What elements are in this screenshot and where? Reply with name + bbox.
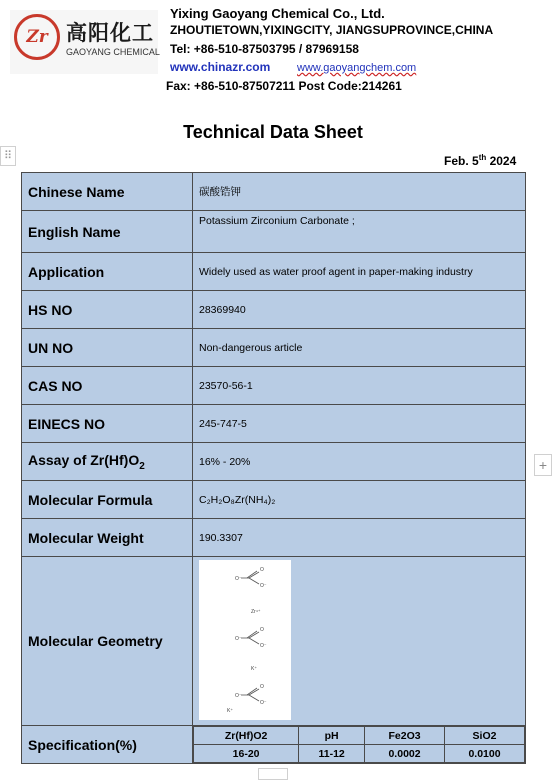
website-link-2[interactable]: www.gaoyangchem.com xyxy=(297,62,417,74)
potassium-ion-label: K⁺ xyxy=(227,708,233,714)
row-label: EINECS NO xyxy=(22,405,193,443)
row-label: Molecular Geometry xyxy=(22,557,193,726)
table-row xyxy=(22,329,526,367)
spec-value: 0.0002 xyxy=(365,745,445,763)
row-label: Chinese Name xyxy=(22,173,193,211)
zirconium-ion-label: Zr⁴⁺ xyxy=(251,609,261,615)
row-value: 23570-56-1 xyxy=(193,367,526,405)
molecular-structure-image xyxy=(199,560,291,720)
row-label: HS NO xyxy=(22,291,193,329)
svg-text:O⁻: O⁻ xyxy=(260,700,267,706)
spec-header: Fe2O3 xyxy=(365,727,445,745)
table-row xyxy=(22,173,526,211)
row-label: Molecular Weight xyxy=(22,519,193,557)
row-label: Molecular Formula xyxy=(22,481,193,519)
company-address: ZHOUTIETOWN,YIXINGCITY, JIANGSUPROVINCE,CHINA xyxy=(170,23,494,37)
spec-header: pH xyxy=(299,727,365,745)
row-value: Widely used as water proof agent in paper-making industry xyxy=(193,253,526,291)
row-value: 碳酸锆钾 xyxy=(193,173,526,211)
table-row xyxy=(22,291,526,329)
company-tel: Tel: +86-510-87503795 / 87969158 xyxy=(170,42,359,56)
table-row xyxy=(22,253,526,291)
svg-text:O⁻: O⁻ xyxy=(260,583,267,589)
potassium-ion-label: K⁺ xyxy=(251,666,257,672)
spec-value: 0.0100 xyxy=(445,745,525,763)
svg-text:O: O xyxy=(260,567,264,573)
row-label: Specification(%) xyxy=(22,726,193,764)
logo-mark-text: Zr xyxy=(26,27,48,47)
data-sheet-table xyxy=(21,172,526,764)
document-date: Feb. 5th 2024 xyxy=(444,153,517,168)
spec-value: 16-20 xyxy=(194,745,299,763)
specification-table xyxy=(193,726,525,763)
table-row xyxy=(22,726,526,764)
row-value: 28369940 xyxy=(193,291,526,329)
svg-text:O: O xyxy=(260,627,264,633)
table-row xyxy=(22,481,526,519)
row-label: CAS NO xyxy=(22,367,193,405)
row-value: Non-dangerous article xyxy=(193,329,526,367)
row-label: Assay of $Zr(Hf)O_2$ xyxy=(22,443,193,481)
row-label: UN NO xyxy=(22,329,193,367)
spec-header: SiO2 xyxy=(445,727,525,745)
table-row xyxy=(22,367,526,405)
svg-text:O⁻: O⁻ xyxy=(235,693,242,699)
specification-cell xyxy=(193,726,526,764)
table-row xyxy=(22,557,526,726)
spec-header: Zr(Hf)O2 xyxy=(194,727,299,745)
table-row xyxy=(22,443,526,481)
spec-header-row xyxy=(194,727,525,745)
website-link-1[interactable]: www.chinazr.com xyxy=(170,60,271,74)
svg-text:O⁻: O⁻ xyxy=(235,636,242,642)
company-fax-postcode: Fax: +86-510-87507211 Post Code:214261 xyxy=(166,79,402,93)
row-value: 190.3307 xyxy=(193,519,526,557)
row-value: Potassium Zirconium Carbonate ; xyxy=(193,211,526,253)
company-logo-icon xyxy=(14,14,60,60)
table-row xyxy=(22,519,526,557)
table-row xyxy=(22,211,526,253)
molecular-geometry-cell xyxy=(193,557,526,726)
svg-text:O⁻: O⁻ xyxy=(260,643,267,649)
table-row xyxy=(22,405,526,443)
row-value: C₂H₂O₈Zr(NH₄)₂ xyxy=(193,481,526,519)
logo-english-name: GAOYANG CHEMICAL xyxy=(66,47,160,57)
table-resize-handle[interactable] xyxy=(258,768,288,780)
row-value: 16% - 20% xyxy=(193,443,526,481)
spec-value: 11-12 xyxy=(299,745,365,763)
row-value: 245-747-5 xyxy=(193,405,526,443)
add-column-icon[interactable]: + xyxy=(534,454,552,476)
document-title: Technical Data Sheet xyxy=(183,122,363,142)
table-move-handle-icon[interactable]: ⠿ xyxy=(0,146,16,166)
row-label: English Name xyxy=(22,211,193,253)
row-label: Application xyxy=(22,253,193,291)
logo-chinese-name: 高阳化工 xyxy=(66,21,154,45)
svg-text:O⁻: O⁻ xyxy=(235,576,242,582)
svg-text:O: O xyxy=(260,684,264,690)
company-name: Yixing Gaoyang Chemical Co., Ltd. xyxy=(170,6,385,21)
spec-value-row xyxy=(194,745,525,763)
